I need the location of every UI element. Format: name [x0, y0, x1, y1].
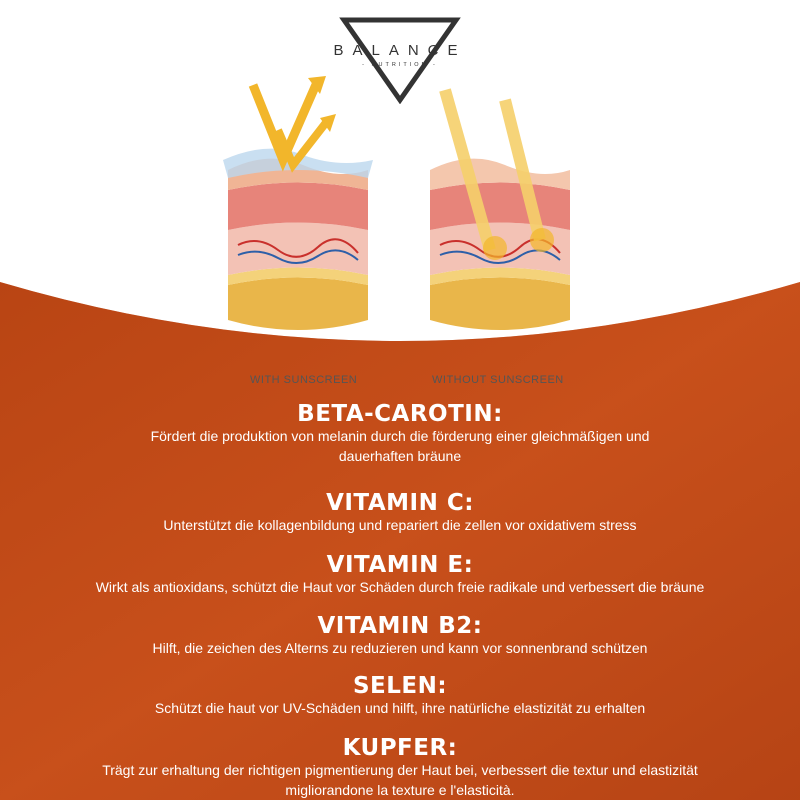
section-title: KUPFER: — [342, 735, 458, 761]
section-line: Hilft, die zeichen des Alterns zu reduzieren und kann vor sonnenbrand schützen — [152, 640, 648, 656]
section-kupfer — [0, 736, 800, 800]
logo-brand-text: BALANCE — [333, 42, 467, 59]
section-title: VITAMIN C: — [326, 490, 474, 516]
section-line: Fördert die produktion von melanin durch die förderung einer gleichmäßigen und — [150, 428, 650, 444]
caption-with-sunscreen: WITH SUNSCREEN — [250, 374, 358, 386]
section-title: BETA-CAROTIN: — [297, 401, 503, 427]
section-vitamin-e — [0, 553, 800, 597]
section-line: Wirkt als antioxidans, schützt die Haut vor Schäden durch freie radikale und verbessert die bräune — [95, 579, 705, 595]
section-line: dauerhaften bräune — [338, 448, 462, 464]
skin-with-sunscreen-illustration — [208, 70, 388, 360]
logo-sub-text: - NUTRITION - — [362, 62, 438, 68]
section-title: VITAMIN B2: — [317, 613, 483, 639]
section-title: VITAMIN E: — [326, 552, 474, 578]
section-line: Unterstützt die kollagenbildung und repariert die zellen vor oxidativem stress — [163, 517, 637, 533]
section-beta-carotin — [0, 402, 800, 466]
section-vitamin-c — [0, 491, 800, 535]
caption-without-sunscreen: WITHOUT SUNSCREEN — [432, 374, 564, 386]
skin-without-sunscreen-illustration — [410, 70, 590, 360]
section-vitamin-b2 — [0, 614, 800, 658]
section-line: Schützt die haut vor UV-Schäden und hilft, ihre natürliche elastizität zu erhalten — [154, 700, 646, 716]
section-line: Trägt zur erhaltung der richtigen pigmentierung der Haut bei, verbessert die textur und elastizität — [102, 762, 698, 778]
section-selen — [0, 674, 800, 718]
section-title: SELEN: — [352, 673, 448, 699]
section-line: migliorandone la texture e l'elasticità. — [285, 782, 515, 798]
